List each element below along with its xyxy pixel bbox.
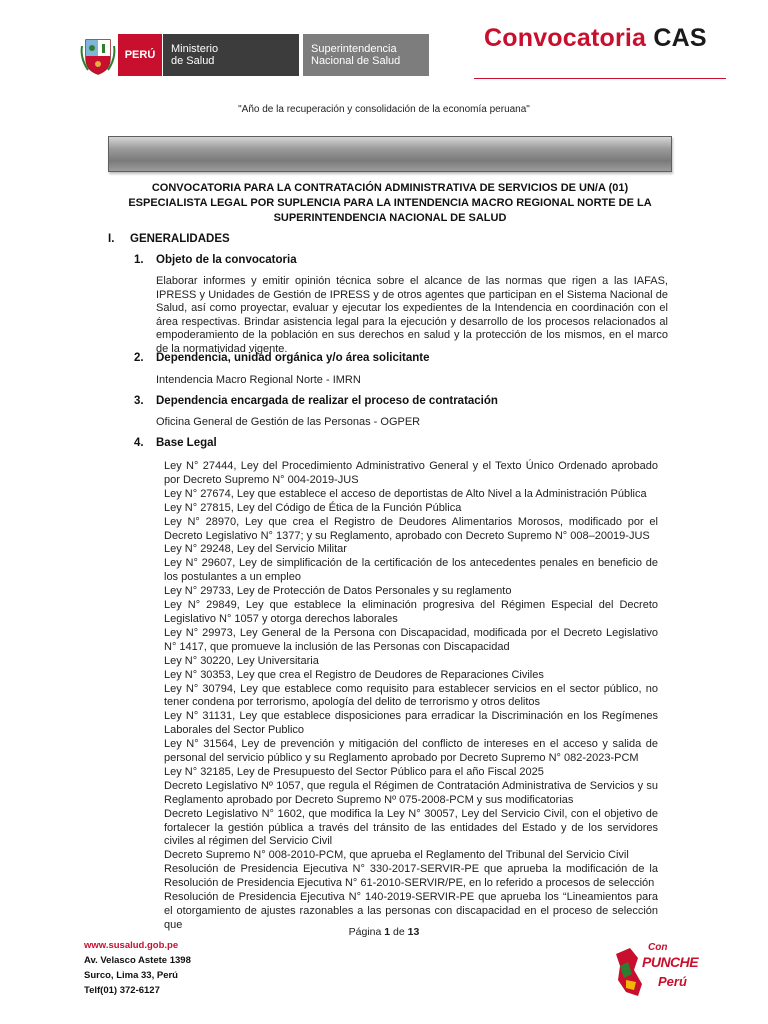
section-title: GENERALIDADES bbox=[130, 233, 230, 245]
logo-word-peru: Perú bbox=[658, 974, 687, 989]
agency-line-1: Superintendencia bbox=[311, 43, 397, 55]
legal-base-item: Ley N° 29849, Ley que establece la eliminación progresiva del Régimen Especial del Decreto Legislativo N° 1057 y otorga derechos laborales bbox=[164, 599, 658, 625]
item-body-encargada: Oficina General de Gestión de las Personas - OGPER bbox=[156, 416, 421, 428]
legal-base-item: Decreto Supremo N° 008-2010-PCM, que aprueba el Reglamento del Tribunal del Servicio Civil bbox=[164, 849, 629, 862]
legal-base-item: Resolución de Presidencia Ejecutiva N° 140-2019-SERVIR-PE que aprueba los “Lineamientos para el otorgamiento de ajustes razonables a las personas con discapacidad en el proceso de selección que bbox=[164, 891, 658, 931]
legal-base-item: Ley N° 27444, Ley del Procedimiento Administrativo General y el Texto Único Ordenado aprobado por Decreto Supremo N° 004-2019-JUS bbox=[164, 460, 658, 486]
legal-base-item: Ley N° 30353, Ley que crea el Registro de Deudores de Reparaciones Civiles bbox=[164, 668, 544, 681]
legal-base-item: Ley N° 27674, Ley que establece el acceso de deportistas de Alto Nivel a la Administración Pública bbox=[164, 487, 647, 500]
item-number: 4. bbox=[134, 437, 144, 449]
legal-base-item: Ley N° 27815, Ley del Código de Ética de la Función Pública bbox=[164, 501, 462, 514]
legal-base-item: Ley N° 29248, Ley del Servicio Militar bbox=[164, 543, 347, 556]
legal-base-item: Ley N° 29973, Ley General de la Persona con Discapacidad, modificada por el Decreto Legislativo N° 1417, que promueve la inclusión de las Personas con Discapacidad bbox=[164, 626, 658, 653]
legal-base-item: Ley N° 30794, Ley que establece como requisito para establecer servicios en el sector público, no tener condena por terrorismo, apología del delito de terrorismo y otros delitos bbox=[164, 682, 658, 709]
footer-contact bbox=[84, 938, 191, 998]
legal-base-item: Ley N° 31131, Ley que establece disposiciones para erradicar la Discriminación en los Regímenes Laborales del Sector Publico bbox=[164, 710, 658, 737]
item-title: Dependencia, unidad orgánica y/o área solicitante bbox=[156, 352, 430, 364]
peru-label: PERÚ bbox=[118, 34, 162, 76]
page-number bbox=[0, 926, 768, 938]
page-label: Página bbox=[348, 926, 385, 938]
legal-base-item: Ley N° 30220, Ley Universitaria bbox=[164, 654, 319, 667]
legal-base-item: Ley N° 31564, Ley de prevención y mitigación del conflicto de intereses en el acceso y salida de personal del servicio público y su Reglamento aprobado por Decreto Supremo N° 082-2023-PCM bbox=[164, 738, 658, 765]
page-of: de bbox=[390, 926, 408, 938]
year-motto: "Año de la recuperación y consolidación de la economía peruana" bbox=[238, 104, 530, 115]
logo-word-con: Con bbox=[648, 942, 668, 953]
con-punche-peru-logo bbox=[608, 940, 704, 1002]
item-number: 3. bbox=[134, 395, 144, 407]
ministry-line-2: de Salud bbox=[171, 55, 215, 67]
page-total: 13 bbox=[407, 926, 420, 938]
item-title: Dependencia encargada de realizar el proceso de contratación bbox=[156, 395, 498, 407]
address-line-1: Av. Velasco Astete 1398 bbox=[84, 955, 191, 966]
item-number: 2. bbox=[134, 352, 144, 364]
page-current: 1 bbox=[384, 926, 391, 938]
item-number: 1. bbox=[134, 254, 144, 266]
phone-number: Telf(01) 372-6127 bbox=[84, 985, 160, 996]
legal-base-item: Decreto Legislativo Nº 1057, que regula el Régimen de Contratación Administrativa de Servicios y su Reglamento aprobado por Decreto Supremo Nº 075-2008-PCM y sus modificatorias bbox=[164, 779, 658, 806]
website-link[interactable]: www.susalud.gob.pe bbox=[84, 940, 179, 951]
convocatoria-word: Convocatoria bbox=[484, 24, 654, 52]
legal-base-list bbox=[164, 460, 658, 933]
address-line-2: Surco, Lima 33, Perú bbox=[84, 970, 178, 981]
cas-word: CAS bbox=[653, 24, 707, 52]
section-number: I. bbox=[108, 233, 115, 245]
legal-base-item: Decreto Legislativo N° 1602, que modifica la Ley N° 30057, Ley del Servicio Civil, con el objetivo de fortalecer la gestión pública a través del tránsito de las entidades del Estado y de los servidores civiles al régimen del Servicio Civil bbox=[164, 807, 658, 848]
item-body-dependencia: Intendencia Macro Regional Norte - IMRN bbox=[156, 374, 361, 386]
document-title: CONVOCATORIA PARA LA CONTRATACIÓN ADMINISTRATIVA DE SERVICIOS DE UN/A (01) ESPECIALISTA LEGAL POR SUPLENCIA PARA LA INTENDENCIA MACRO REGIONAL NORTE DE LA SUPERINTENDENCIA NACIONAL DE SALUD bbox=[128, 182, 652, 224]
legal-base-item: Ley N° 28970, Ley que crea el Registro de Deudores Alimentarios Morosos, modificado por el Decreto Legislativo N° 1377; y su Reglamento, aprobado con Decreto Supremo N° 008–20019-JUS bbox=[164, 515, 658, 542]
legal-base-item: Ley N° 29607, Ley de simplificación de la certificación de los antecedentes penales en beneficio de los postulantes a un empleo bbox=[164, 557, 658, 584]
item-body-objeto: Elaborar informes y emitir opinión técnica sobre el alcance de las normas que rigen a las IAFAS, IPRESS y Unidades de Gestión de IPRESS y de otros agentes que participan en el Sistema Nacional de Salud, así como proyectar, evaluar y ejecutar los expedientes de la Intendencia en coordinación con el área respectivas. Brindar asistencia legal para la ejecución y desarrollo de los procesos relacionados al empoderamiento de la población en sus derechos en salud y la protección de los mismos, en el marco de la normatividad vigente. bbox=[156, 275, 668, 355]
legal-base-item: Resolución de Presidencia Ejecutiva N° 330-2017-SERVIR-PE que aprueba la modificación de la Resolución de Presidencia Ejecutiva N° 61-2010-SERVIR/PE, en lo referido a procesos de selección bbox=[164, 863, 658, 890]
agency-line-2: Nacional de Salud bbox=[311, 55, 401, 67]
ministry-line-1: Ministerio bbox=[171, 43, 219, 55]
logo-word-punche: PUNCHE bbox=[642, 954, 699, 970]
item-title: Base Legal bbox=[156, 437, 217, 449]
item-title: Objeto de la convocatoria bbox=[156, 254, 297, 266]
legal-base-item: Ley N° 29733, Ley de Protección de Datos Personales y su reglamento bbox=[164, 585, 512, 598]
legal-base-item: Ley N° 32185, Ley de Presupuesto del Sector Público para el año Fiscal 2025 bbox=[164, 765, 544, 778]
